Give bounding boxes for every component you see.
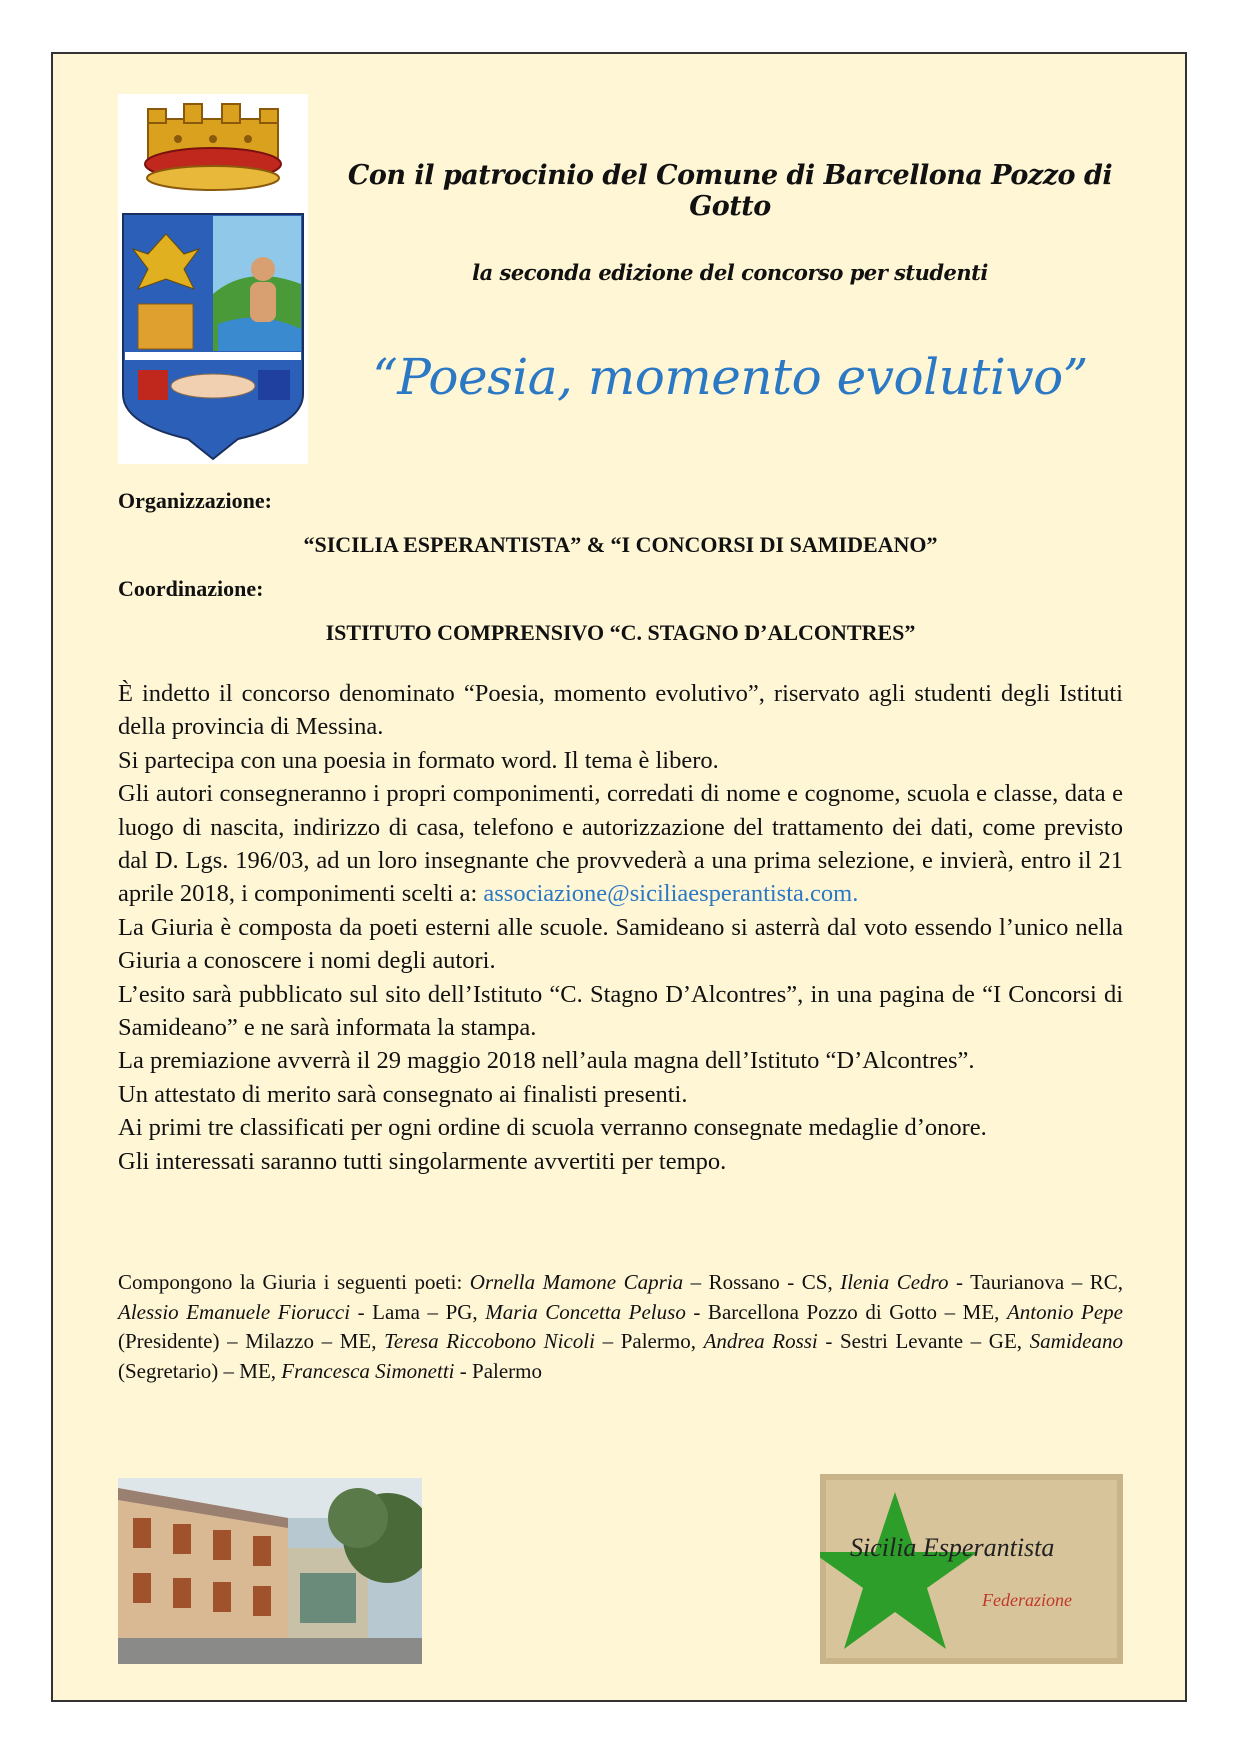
paragraph: La Giuria è composta da poeti esterni alle scuole. Samideano si asterrà dal voto essendo l’unico nella Giuria a conoscere i nomi degli autori. [118,913,1123,975]
jury-member-name: Antonio Pepe [1006,1299,1123,1324]
paragraph: Gli interessati saranno tutti singolarmente avvertiti per tempo. [118,1147,727,1175]
paragraph: La premiazione avverrà il 29 maggio 2018 nell’aula magna dell’Istituto “D’Alcontres”. [118,1047,975,1075]
jury-member-info: (Segretario) – ME, [118,1358,282,1383]
school-building-icon [118,1478,422,1664]
organizzazione-value: “SICILIA ESPERANTISTA” & “I CONCORSI DI SAMIDEANO” [303,532,938,557]
jury-member-name: Alessio Emanuele Fiorucci [118,1299,351,1324]
jury-member-info: - Barcellona Pozzo di Gotto – ME, [685,1299,1007,1324]
coat-of-arms-image [118,94,308,464]
announcement-body [118,677,1123,1178]
jury-member-info: - Sestri Levante – GE, [817,1329,1030,1353]
paragraph [118,777,1123,911]
email-link[interactable]: associazione@siciliaesperantista.com. [483,880,859,908]
jury-member-name: Samideano [1029,1329,1123,1353]
jury-member-info: - Taurianova – RC, [948,1270,1123,1294]
coordinazione-value: ISTITUTO COMPRENSIVO “C. STAGNO D’ALCONTRES” [325,620,916,645]
jury-member-name: Teresa Riccobono Nicoli [384,1329,595,1353]
paragraph: L’esito sarà pubblicato sul sito dell’Istituto “C. Stagno D’Alcontres”, in una pagina de “I Concorsi di Samideano” e ne sarà informata la stampa. [118,980,1123,1042]
patronage-line: Con il patrocinio del Comune di Barcellona Pozzo di Gotto [347,160,1113,222]
paragraph: Si partecipa con una poesia in formato word. Il tema è libero. [118,746,719,774]
jury-intro: Compongono la Giuria i seguenti poeti: [118,1270,470,1294]
paragraph: È indetto il concorso denominato “Poesia, momento evolutivo”, riservato agli studenti degli Istituti della provincia di Messina. [118,680,1123,741]
jury-member-info: (Presidente) – Milazzo – ME, [118,1329,385,1353]
jury-paragraph [118,1268,1123,1386]
crown-icon [145,104,281,190]
paragraph-text: Gli autori consegneranno i propri componimenti, corredati di nome e cognome, scuola e classe, data e luogo di nascita, indirizzo di casa, telefono e autorizzazione del trattamento dei dati, come previsto dal D. Lgs. 196/03, ad un loro insegnante che provvederà a una prima selezione, e invierà, entro il 21 aprile 2018, i componimenti scelti a: [118,780,1123,908]
jury-member-name: Maria Concetta Peluso [485,1299,686,1324]
jury-member-name: Francesca Simonetti [281,1358,455,1383]
contest-title: “Poesia, momento evolutivo” [372,348,1088,406]
paragraph: Ai primi tre classificati per ogni ordine di scuola verranno consegnate medaglie d’onore. [118,1114,987,1142]
logo-subtext: Federazione [982,1590,1072,1610]
jury-member-info: – Rossano - CS, [683,1270,841,1294]
jury-member-info: - Palermo [454,1358,542,1383]
jury-member-info: – Palermo, [594,1329,704,1353]
crest-icon [118,94,308,464]
jury-member-name: Ilenia Cedro [840,1270,949,1294]
coordinazione-label: Coordinazione: [118,576,264,601]
jury-member-name: Ornella Mamone Capria [469,1270,684,1294]
school-building-photo [118,1478,422,1664]
jury-section [118,1268,1123,1386]
sicilia-esperantista-logo [820,1474,1123,1664]
esperanto-star-icon [820,1474,1123,1664]
jury-member-info: - Lama – PG, [350,1299,486,1324]
edition-line: la seconda edizione del concorso per studenti [472,260,988,285]
logo-text: Sicilia Esperantista [850,1533,1055,1562]
organizzazione-label: Organizzazione: [118,488,272,513]
jury-member-name: Andrea Rossi [703,1329,818,1353]
shield-icon [123,214,303,459]
paragraph: Un attestato di merito sarà consegnato ai finalisti presenti. [118,1080,688,1108]
